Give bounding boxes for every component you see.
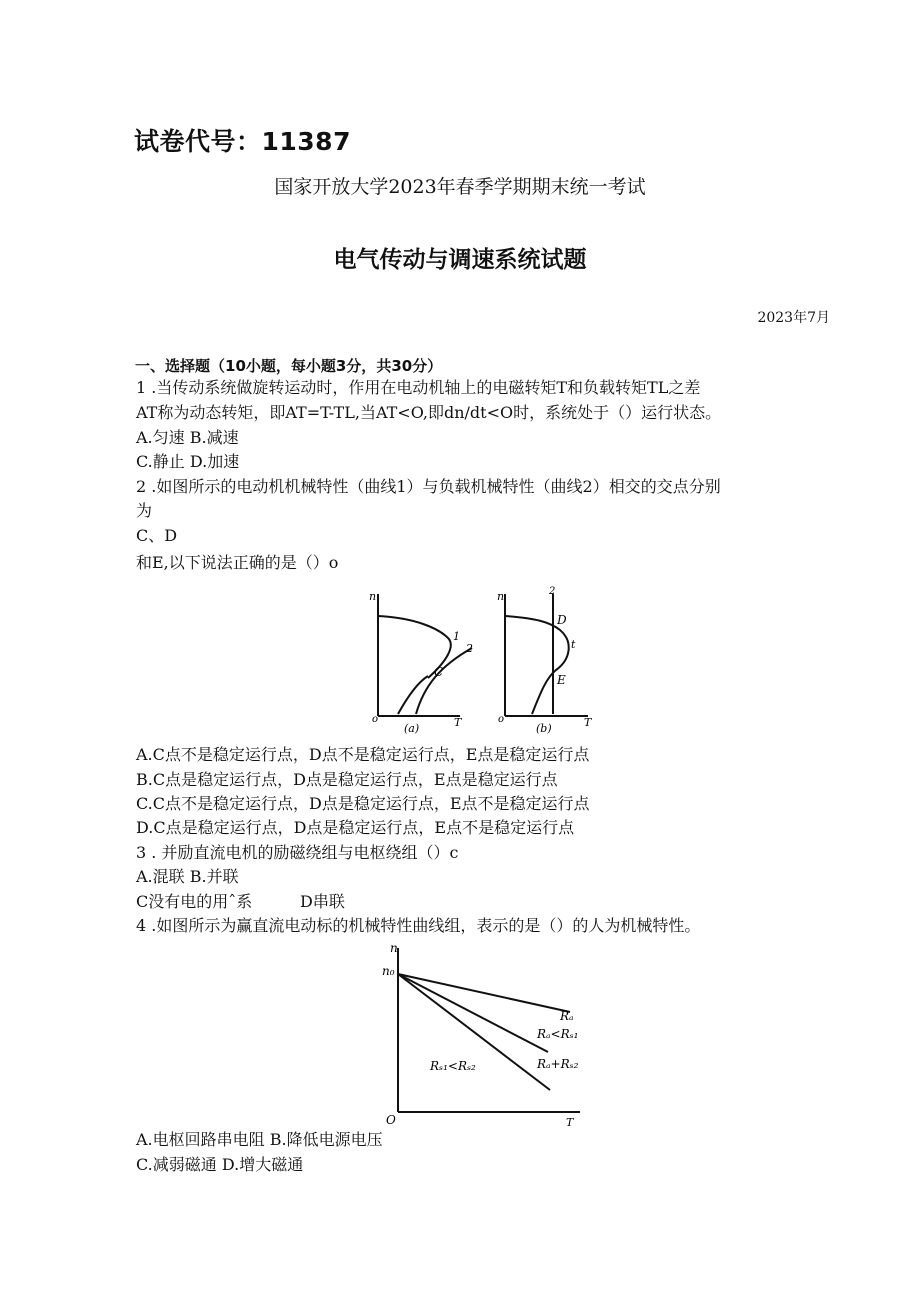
q2a-t-label: T	[454, 716, 462, 729]
q2b-curve2-label: 2	[549, 586, 556, 597]
q2b-motor-curve	[505, 616, 569, 714]
q2b-point-e: E	[557, 673, 566, 687]
q4-o-label: O	[386, 1113, 396, 1127]
q2-figure	[360, 586, 610, 738]
q2a-o-label: o	[372, 714, 379, 725]
q2-stem-line3: C、D	[136, 526, 178, 545]
q2a-curve-2	[416, 648, 472, 714]
q1-stem-line2: AT称为动态转矩，即AT=T-TL,当AT<O,即dn/dt<O时，系统处于（）运行状态。	[136, 403, 722, 422]
q4-label-rs1-lt-rs2: Rₛ₁<Rₛ₂	[430, 1059, 476, 1073]
q4-options-ab: A.电枢回路串电阻 B.降低电源电压	[136, 1130, 383, 1149]
q4-stem: 4 .如图所示为赢直流电动标的机械特性曲线组，表示的是（）的人为机械特性。	[136, 916, 701, 935]
q2-stem-line1: 2 .如图所示的电动机机械特性（曲线1）与负载机械特性（曲线2）相交的交点分别	[136, 477, 721, 496]
q2-stem-line2: 为	[136, 501, 153, 520]
q4-figure	[360, 940, 590, 1128]
q1-stem-line1: 1 .当传动系统做旋转运动时，作用在电动机轴上的电磁转矩T和负载转矩TL之差	[136, 378, 701, 397]
q2-option-d: D.C点是稳定运行点，D点是稳定运行点，E点不是稳定运行点	[136, 818, 575, 837]
q1-options-cd: C.静止 D.加速	[136, 452, 240, 471]
q4-line-rs1	[398, 974, 548, 1052]
q2-option-a: A.C点不是稳定运行点，D点不是稳定运行点，E点是稳定运行点	[136, 745, 590, 764]
q2a-n-label: n	[369, 590, 377, 603]
paper-code: 试卷代号：11387	[134, 127, 351, 156]
q2a-point-c: C	[434, 665, 444, 679]
q3-option-c: C没有电的用ˆ系	[136, 892, 253, 911]
q3-stem: 3 . 并励直流电机的励磁绕组与电枢绕组（）c	[136, 843, 459, 862]
q4-n-label: n	[390, 941, 398, 955]
q2b-curve1-label: t	[571, 638, 576, 651]
section-heading: 一、选择题（10小题，每小题3分，共30分）	[135, 357, 443, 375]
q2-option-b: B.C点是稳定运行点，D点是稳定运行点，E点是稳定运行点	[136, 770, 558, 789]
q4-label-ra-lt-rs1: Rₐ<Rₛ₁	[537, 1027, 579, 1041]
q2b-point-d: D	[557, 613, 567, 627]
q4-t-label: T	[566, 1116, 574, 1128]
q3-option-d: D串联	[300, 892, 345, 911]
q2a-curve2-label: 2	[466, 642, 473, 655]
paper-title: 电气传动与调速系统试题	[333, 247, 587, 273]
q2-stem-line4: 和E,以下说法正确的是（）o	[136, 553, 339, 572]
q4-label-ra-plus-rs2: Rₐ+Rₛ₂	[537, 1057, 579, 1071]
q2b-caption: (b)	[536, 722, 552, 735]
exam-title: 国家开放大学2023年春季学期期末统一考试	[274, 176, 646, 198]
q4-n0-label: n₀	[382, 964, 395, 978]
q2a-caption: (a)	[404, 722, 420, 735]
q1-options-ab: A.匀速 B.减速	[136, 428, 239, 447]
q2b-n-label: n	[497, 590, 505, 603]
q2-option-c: C.C点不是稳定运行点，D点是稳定运行点，E点不是稳定运行点	[136, 794, 590, 813]
q2b-o-label: o	[498, 714, 505, 725]
q4-options-cd: C.减弱磁通 D.增大磁通	[136, 1155, 304, 1174]
q4-label-ra: Rₐ	[560, 1009, 574, 1023]
exam-date: 2023年7月	[757, 310, 830, 326]
q2b-t-label: T	[584, 716, 592, 729]
q3-options-ab: A.混联 B.并联	[136, 867, 239, 886]
q2a-curve1-label: 1	[453, 630, 460, 643]
